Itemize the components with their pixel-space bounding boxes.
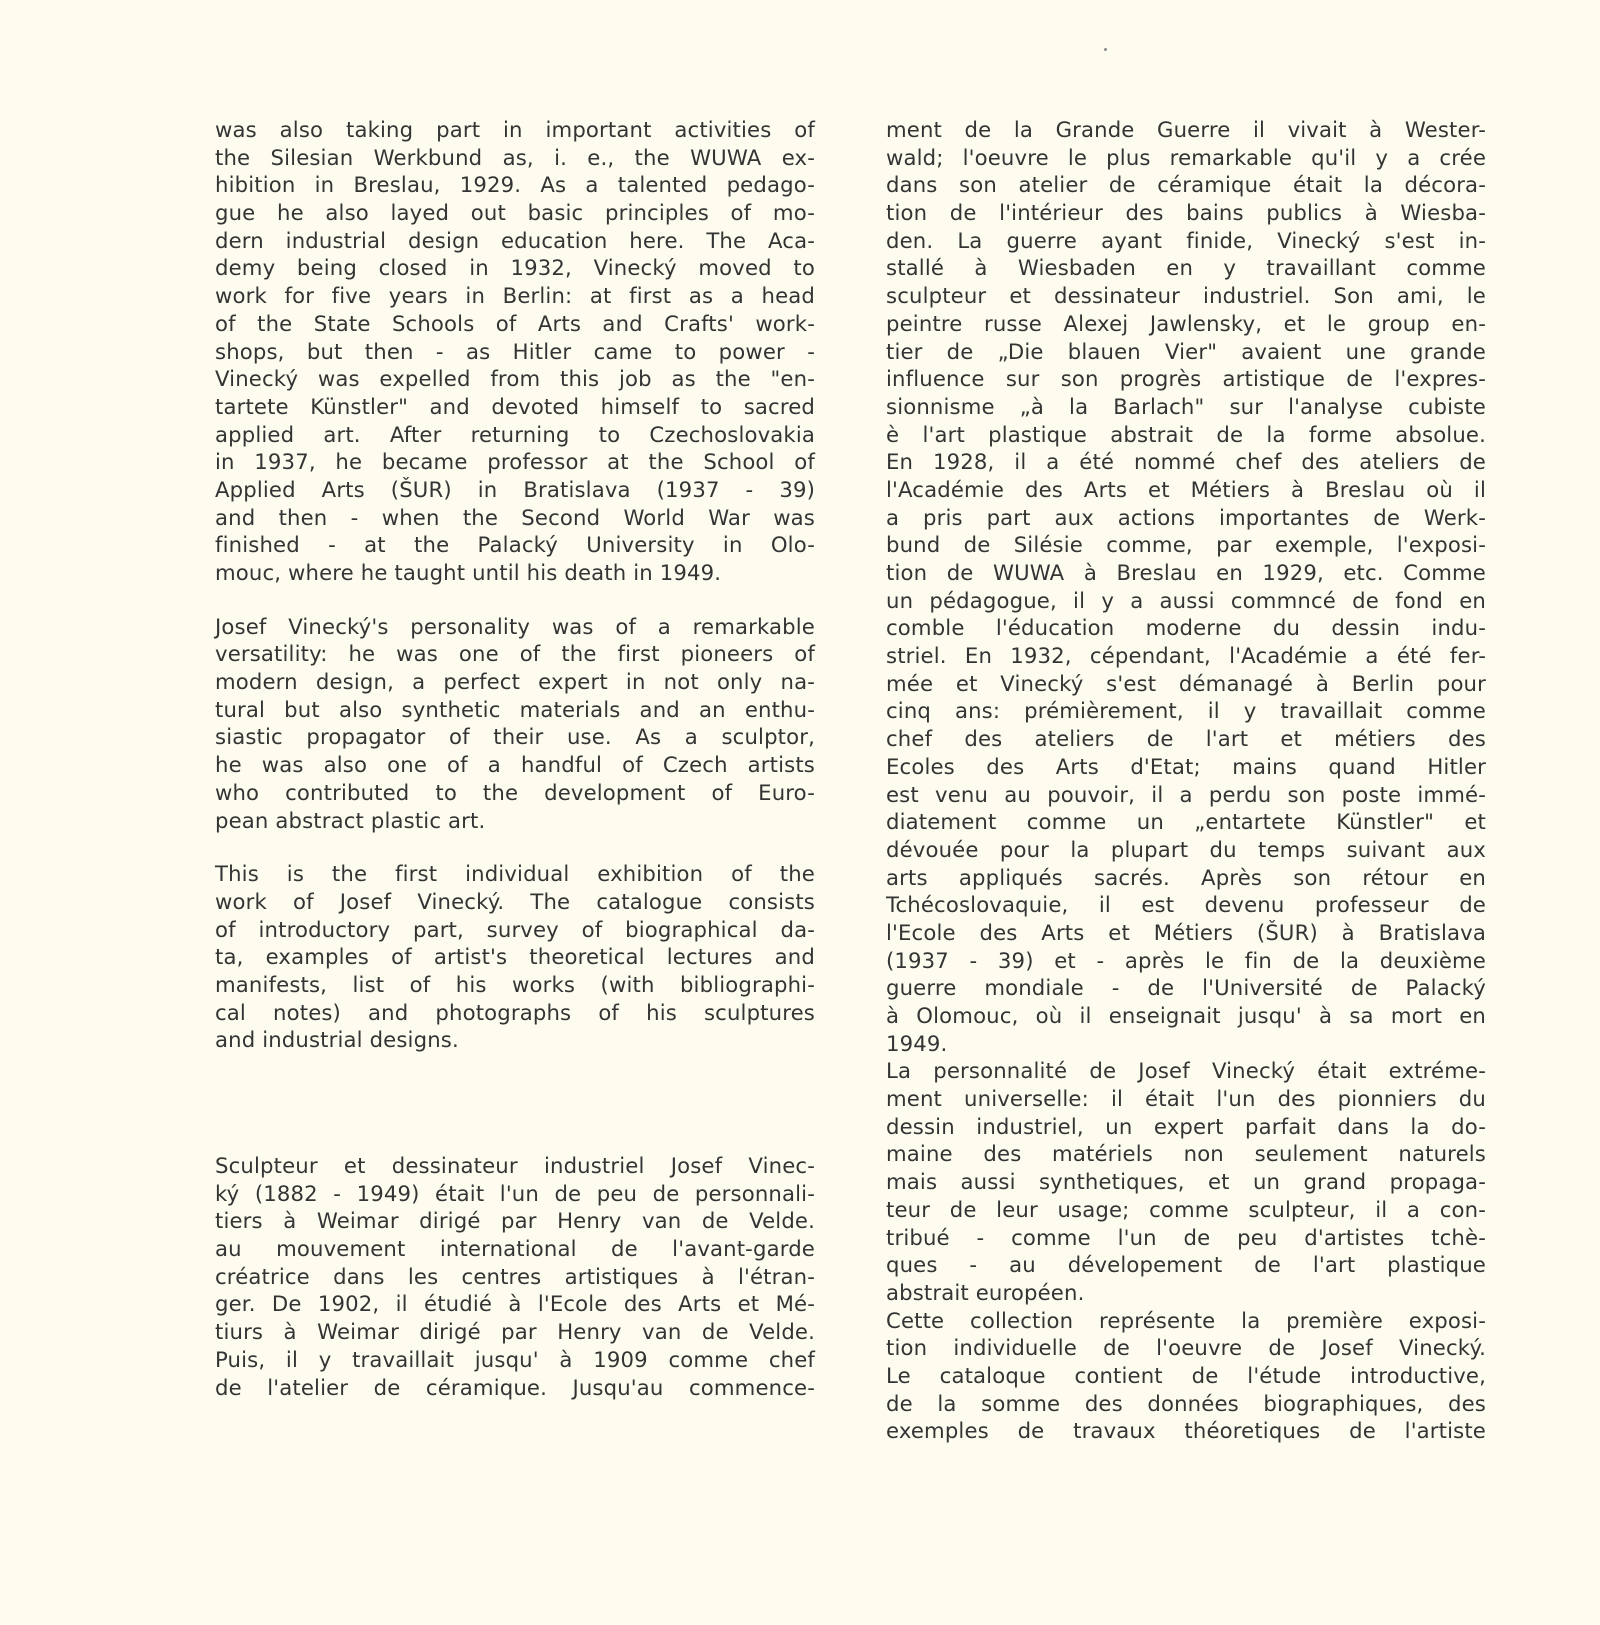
text-line: ta, examples of artist's theoretical lectures and	[215, 944, 815, 970]
text-line: tion individuelle de l'oeuvre de Josef Vinecký.	[886, 1335, 1486, 1361]
paragraph-french-personality	[886, 1057, 1486, 1306]
text-line: La personnalité de Josef Vinecký était extréme-	[886, 1058, 1486, 1084]
text-line: l'Ecole des Arts et Métiers (ŠUR) à Bratislava	[886, 919, 1486, 945]
text-line: Josef Vinecký's personality was of a remarkable	[215, 613, 815, 639]
text-line: demy being closed in 1932, Vinecký moved to	[215, 255, 815, 281]
paragraph-english-personality	[215, 613, 815, 835]
text-line: and then - when the Second World War was	[215, 504, 815, 530]
text-line: wald; l'oeuvre le plus remarkable qu'il y a crée	[886, 144, 1486, 170]
text-line: cal notes) and photographs of his sculptures	[215, 999, 815, 1025]
paragraph-gap	[215, 587, 815, 613]
text-line: ment universelle: il était l'un des pionniers du	[886, 1086, 1486, 1112]
text-line: of the State Schools of Arts and Crafts' work-	[215, 310, 815, 336]
text-line: tribué - comme l'un de peu d'artistes tchè-	[886, 1224, 1486, 1250]
print-speck	[1104, 48, 1107, 51]
text-line: dern industrial design education here. The Aca-	[215, 227, 815, 253]
text-line: tartete Künstler" and devoted himself to sacred	[215, 393, 815, 419]
text-line: applied art. After returning to Czechoslovakia	[215, 421, 815, 447]
text-line: guerre mondiale - de l'Université de Palacký	[886, 975, 1486, 1001]
text-line: à Olomouc, où il enseignait jusqu' à sa mort en	[886, 1003, 1486, 1028]
text-line: comble l'éducation moderne du dessin indu-	[886, 615, 1486, 641]
text-line: the Silesian Werkbund as, i. e., the WUWA ex-	[215, 144, 815, 170]
text-line: ques - au dévelopement de l'art plastique	[886, 1252, 1486, 1278]
text-line: abstrait européen.	[886, 1279, 1085, 1305]
text-line: de la somme des données biographiques, des	[886, 1390, 1486, 1416]
paragraph-french-intro	[215, 1152, 815, 1401]
text-line: manifests, list of his works (with bibliographi-	[215, 971, 815, 997]
right-text-column	[886, 116, 1486, 1445]
text-line: of introductory part, survey of biographical da-	[215, 916, 815, 942]
text-line: dévouée pour la plupart du temps suivant aux	[886, 836, 1486, 862]
left-text-column	[215, 116, 815, 1401]
text-line: Le cataloque contient de l'étude introductive,	[886, 1362, 1486, 1388]
text-line: gue he also layed out basic principles of mo-	[215, 200, 815, 226]
text-line: Cette collection représente la première exposi-	[886, 1307, 1486, 1333]
text-line: de l'atelier de céramique. Jusqu'au commence-	[215, 1374, 815, 1400]
text-line: hibition in Breslau, 1929. As a talented pedago-	[215, 172, 815, 198]
text-line: l'Académie des Arts et Métiers à Breslau où il	[886, 476, 1486, 502]
text-line: a pris part aux actions importantes de Werk-	[886, 504, 1486, 530]
text-line: En 1928, il a été nommé chef des ateliers de	[886, 449, 1486, 475]
text-line: est venu au pouvoir, il a perdu son poste immé-	[886, 781, 1486, 807]
text-line: ment de la Grande Guerre il vivait à Wester-	[886, 117, 1486, 142]
text-line: sculpteur et dessinateur industriel. Son ami, le	[886, 283, 1486, 309]
text-line: den. La guerre ayant finide, Vinecký s'est in-	[886, 227, 1486, 253]
paragraph-french-exhibition	[886, 1307, 1486, 1445]
text-line: versatility: he was one of the first pioneers of	[215, 641, 815, 667]
text-line: This is the first individual exhibition of the	[215, 861, 815, 887]
text-line: peintre russe Alexej Jawlensky, et le group en-	[886, 310, 1486, 336]
text-line: Tchécoslovaquie, il est devenu professeur de	[886, 892, 1486, 918]
text-line: Puis, il y travaillait jusqu' à 1909 comme chef	[215, 1346, 815, 1372]
text-line: au mouvement international de l'avant-garde	[215, 1236, 815, 1262]
text-line: tiurs à Weimar dirigé par Henry van de Velde.	[215, 1319, 815, 1345]
paragraph-english-exhibition	[215, 860, 815, 1054]
text-line: striel. En 1932, cépendant, l'Académie a été fer-	[886, 643, 1486, 669]
paragraph-gap	[215, 834, 815, 860]
text-line: è l'art plastique abstrait de la forme absolue.	[886, 421, 1486, 447]
text-line: mais aussi synthetiques, et un grand propaga-	[886, 1169, 1486, 1195]
text-line: modern design, a perfect expert in not only na-	[215, 669, 815, 695]
text-line: Vinecký was expelled from this job as the "en-	[215, 366, 815, 392]
text-line: Applied Arts (ŠUR) in Bratislava (1937 - 39)	[215, 476, 815, 502]
text-line: (1937 - 39) et - après le fin de la deuxième	[886, 947, 1486, 973]
text-line: un pédagogue, il y a aussi commncé de fond en	[886, 587, 1486, 613]
section-gap	[215, 1054, 815, 1152]
text-line: 1949.	[886, 1030, 948, 1056]
text-line: arts appliqués sacrés. Après son rétour en	[886, 864, 1486, 890]
text-line: Ecoles des Arts d'Etat; mains quand Hitler	[886, 753, 1486, 779]
paragraph-french-biography	[886, 116, 1486, 1057]
text-line: he was also one of a handful of Czech artists	[215, 752, 815, 778]
text-line: dessin industriel, un expert parfait dans la do-	[886, 1113, 1486, 1139]
text-line: tier de „Die blauen Vier" avaient une grande	[886, 338, 1486, 364]
text-line: and industrial designs.	[215, 1027, 459, 1053]
text-line: tion de WUWA à Breslau en 1929, etc. Comme	[886, 560, 1486, 585]
text-line: in 1937, he became professor at the School of	[215, 449, 815, 475]
text-line: stallé à Wiesbaden en y travaillant comme	[886, 255, 1486, 281]
text-line: finished - at the Palacký University in Olo-	[215, 532, 815, 558]
paragraph-english-intro-continued	[215, 116, 815, 587]
text-line: was also taking part in important activities of	[215, 117, 815, 142]
text-line: ký (1882 - 1949) était l'un de peu de personnali-	[215, 1180, 815, 1206]
text-line: influence sur son progrès artistique de l'expres-	[886, 366, 1486, 392]
text-line: créatrice dans les centres artistiques à l'étran-	[215, 1263, 815, 1289]
text-line: Sculpteur et dessinateur industriel Josef Vinec-	[215, 1153, 815, 1178]
text-line: siastic propagator of their use. As a sculptor,	[215, 724, 815, 750]
text-line: exemples de travaux théoretiques de l'artiste	[886, 1418, 1486, 1444]
text-line: maine des matériels non seulement naturels	[886, 1141, 1486, 1167]
text-line: who contributed to the development of Euro-	[215, 779, 815, 805]
text-line: sionnisme „à la Barlach" sur l'analyse cubiste	[886, 393, 1486, 419]
text-line: work of Josef Vinecký. The catalogue consists	[215, 888, 815, 914]
text-line: ger. De 1902, il étudié à l'Ecole des Arts et Mé-	[215, 1291, 815, 1317]
text-line: mouc, where he taught until his death in 1949.	[215, 560, 722, 585]
text-line: tiers à Weimar dirigé par Henry van de Velde.	[215, 1208, 815, 1234]
text-line: shops, but then - as Hitler came to power -	[215, 338, 815, 364]
text-line: chef des ateliers de l'art et métiers des	[886, 726, 1486, 752]
text-line: diatement comme un „entartete Künstler" et	[886, 809, 1486, 835]
text-line: tural but also synthetic materials and an enthu-	[215, 696, 815, 722]
text-line: work for five years in Berlin: at first as a head	[215, 283, 815, 309]
text-line: dans son atelier de céramique était la décora-	[886, 172, 1486, 198]
text-line: teur de leur usage; comme sculpteur, il a con-	[886, 1196, 1486, 1222]
text-line: tion de l'intérieur des bains publics à Wiesba-	[886, 200, 1486, 226]
text-line: cinq ans: prémièrement, il y travaillait comme	[886, 698, 1486, 724]
text-line: mée et Vinecký s'est démanagé à Berlin pour	[886, 670, 1486, 696]
text-line: bund de Silésie comme, par exemple, l'exposi-	[886, 532, 1486, 558]
text-line: pean abstract plastic art.	[215, 807, 486, 833]
